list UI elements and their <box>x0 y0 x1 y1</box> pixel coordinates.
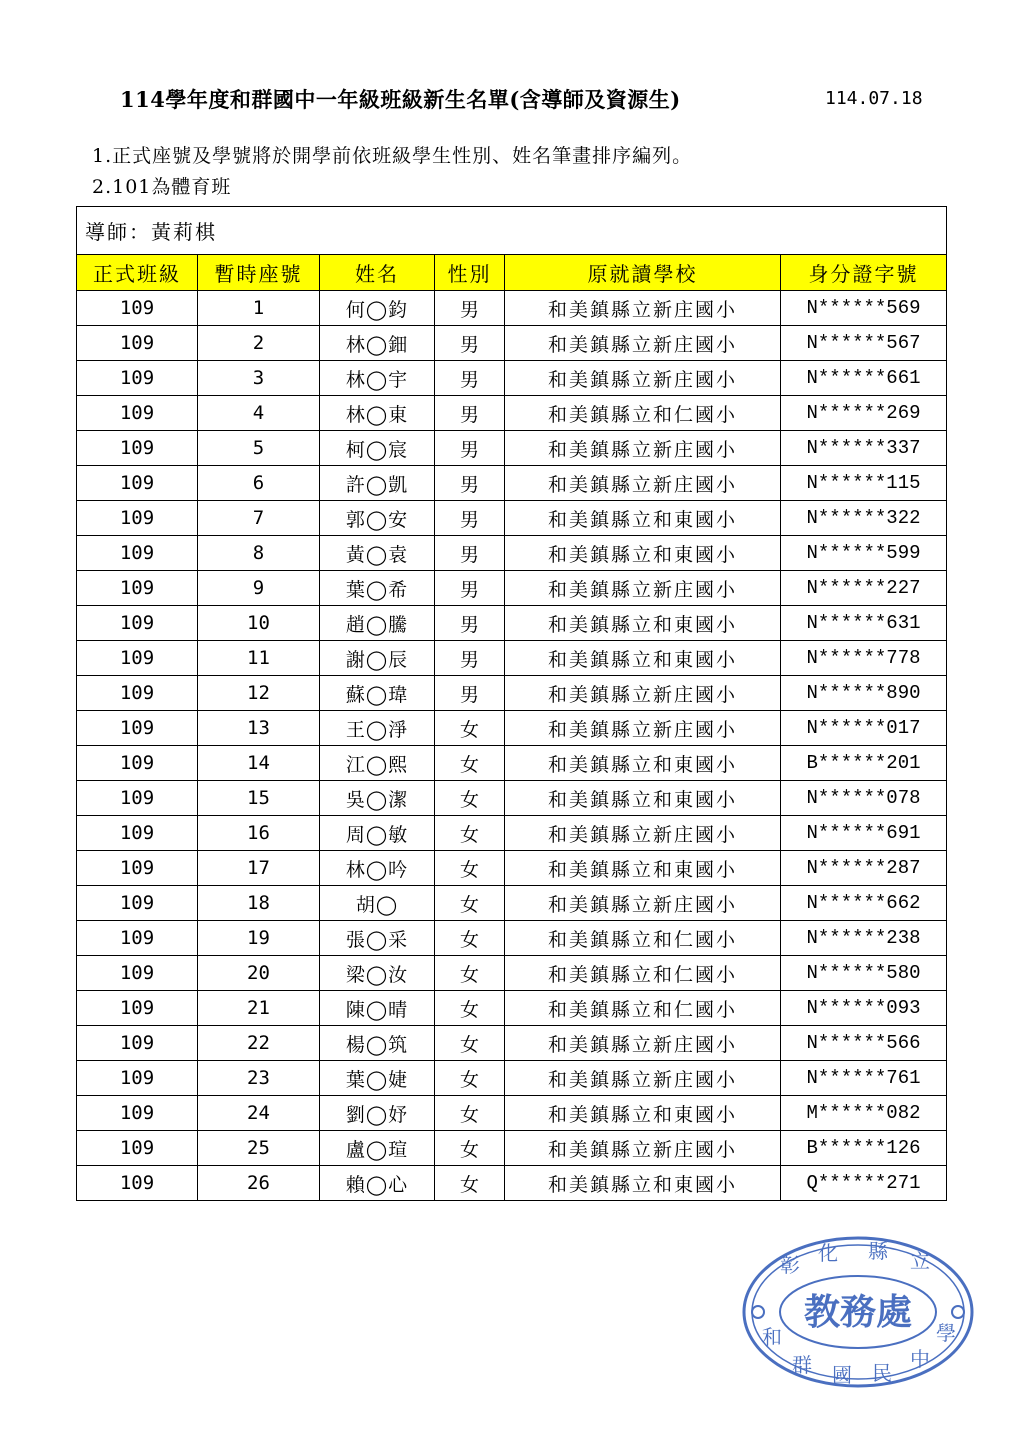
cell-school: 和美鎮縣立和東國小 <box>505 1096 781 1131</box>
cell-id-number: B******126 <box>781 1131 947 1166</box>
svg-text:中: 中 <box>910 1347 930 1371</box>
cell-gender: 女 <box>435 781 505 816</box>
cell-name: 江◯熙 <box>320 746 435 781</box>
cell-temp-seat: 20 <box>198 956 320 991</box>
table-row <box>77 956 947 991</box>
cell-id-number: N******569 <box>781 291 947 326</box>
table-row <box>77 1096 947 1131</box>
cell-class: 109 <box>77 1061 198 1096</box>
cell-name: 王◯淨 <box>320 711 435 746</box>
cell-school: 和美鎮縣立和仁國小 <box>505 956 781 991</box>
cell-class: 109 <box>77 921 198 956</box>
cell-id-number: M******082 <box>781 1096 947 1131</box>
cell-class: 109 <box>77 1166 198 1201</box>
svg-text:民: 民 <box>872 1361 892 1385</box>
table-row <box>77 1061 947 1096</box>
svg-text:學: 學 <box>936 1321 956 1345</box>
cell-school: 和美鎮縣立和仁國小 <box>505 921 781 956</box>
cell-class: 109 <box>77 291 198 326</box>
cell-class: 109 <box>77 1026 198 1061</box>
table-row <box>77 886 947 921</box>
cell-school: 和美鎮縣立和東國小 <box>505 501 781 536</box>
cell-school: 和美鎮縣立新庄國小 <box>505 1026 781 1061</box>
cell-class: 109 <box>77 431 198 466</box>
cell-name: 黃◯袁 <box>320 536 435 571</box>
cell-temp-seat: 4 <box>198 396 320 431</box>
table-row <box>77 466 947 501</box>
cell-name: 劉◯妤 <box>320 1096 435 1131</box>
table-header-row <box>77 255 947 291</box>
cell-class: 109 <box>77 1096 198 1131</box>
cell-gender: 男 <box>435 396 505 431</box>
cell-temp-seat: 5 <box>198 431 320 466</box>
cell-id-number: N******599 <box>781 536 947 571</box>
table-row <box>77 746 947 781</box>
cell-school: 和美鎮縣立新庄國小 <box>505 571 781 606</box>
roster-body <box>77 291 947 1201</box>
cell-id-number: N******337 <box>781 431 947 466</box>
document-date: 114.07.18 <box>825 88 923 109</box>
cell-gender: 女 <box>435 1096 505 1131</box>
document-title: 114學年度和群國中一年級班級新生名單(含導師及資源生) <box>120 87 681 112</box>
cell-id-number: N******661 <box>781 361 947 396</box>
cell-temp-seat: 22 <box>198 1026 320 1061</box>
school-seal-stamp <box>738 1232 978 1392</box>
cell-temp-seat: 9 <box>198 571 320 606</box>
cell-id-number: Q******271 <box>781 1166 947 1201</box>
cell-temp-seat: 25 <box>198 1131 320 1166</box>
cell-id-number: N******761 <box>781 1061 947 1096</box>
cell-gender: 女 <box>435 1131 505 1166</box>
cell-school: 和美鎮縣立和東國小 <box>505 1166 781 1201</box>
cell-id-number: N******580 <box>781 956 947 991</box>
cell-gender: 男 <box>435 571 505 606</box>
cell-class: 109 <box>77 466 198 501</box>
cell-school: 和美鎮縣立新庄國小 <box>505 711 781 746</box>
cell-gender: 男 <box>435 326 505 361</box>
cell-temp-seat: 8 <box>198 536 320 571</box>
cell-school: 和美鎮縣立和東國小 <box>505 641 781 676</box>
cell-name: 張◯采 <box>320 921 435 956</box>
cell-gender: 男 <box>435 291 505 326</box>
cell-name: 周◯敏 <box>320 816 435 851</box>
cell-name: 郭◯安 <box>320 501 435 536</box>
table-row <box>77 1026 947 1061</box>
svg-text:立: 立 <box>910 1249 930 1273</box>
cell-school: 和美鎮縣立新庄國小 <box>505 431 781 466</box>
cell-school: 和美鎮縣立和東國小 <box>505 536 781 571</box>
table-row <box>77 501 947 536</box>
table-row <box>77 326 947 361</box>
cell-school: 和美鎮縣立和仁國小 <box>505 991 781 1026</box>
cell-temp-seat: 19 <box>198 921 320 956</box>
cell-id-number: N******115 <box>781 466 947 501</box>
table-row <box>77 1131 947 1166</box>
cell-class: 109 <box>77 886 198 921</box>
table-row <box>77 851 947 886</box>
cell-class: 109 <box>77 536 198 571</box>
teacher-label: 導師：黃莉棋 <box>77 207 947 255</box>
table-row <box>77 431 947 466</box>
table-row <box>77 606 947 641</box>
cell-id-number: N******567 <box>781 326 947 361</box>
cell-temp-seat: 12 <box>198 676 320 711</box>
cell-class: 109 <box>77 606 198 641</box>
cell-gender: 男 <box>435 466 505 501</box>
cell-temp-seat: 26 <box>198 1166 320 1201</box>
cell-temp-seat: 14 <box>198 746 320 781</box>
cell-temp-seat: 1 <box>198 291 320 326</box>
cell-temp-seat: 11 <box>198 641 320 676</box>
cell-temp-seat: 16 <box>198 816 320 851</box>
cell-class: 109 <box>77 676 198 711</box>
cell-class: 109 <box>77 956 198 991</box>
cell-school: 和美鎮縣立新庄國小 <box>505 1131 781 1166</box>
cell-id-number: N******566 <box>781 1026 947 1061</box>
svg-text:彰: 彰 <box>780 1253 800 1277</box>
cell-name: 葉◯婕 <box>320 1061 435 1096</box>
cell-name: 賴◯心 <box>320 1166 435 1201</box>
cell-temp-seat: 17 <box>198 851 320 886</box>
cell-id-number: N******238 <box>781 921 947 956</box>
cell-id-number: B******201 <box>781 746 947 781</box>
cell-name: 蘇◯瑋 <box>320 676 435 711</box>
cell-name: 陳◯晴 <box>320 991 435 1026</box>
table-row <box>77 361 947 396</box>
cell-name: 吳◯潔 <box>320 781 435 816</box>
cell-gender: 女 <box>435 851 505 886</box>
cell-school: 和美鎮縣立和東國小 <box>505 606 781 641</box>
cell-class: 109 <box>77 641 198 676</box>
cell-name: 何◯鈞 <box>320 291 435 326</box>
cell-temp-seat: 2 <box>198 326 320 361</box>
cell-temp-seat: 18 <box>198 886 320 921</box>
cell-name: 謝◯辰 <box>320 641 435 676</box>
cell-class: 109 <box>77 816 198 851</box>
cell-name: 胡◯ <box>320 886 435 921</box>
cell-class: 109 <box>77 711 198 746</box>
cell-gender: 女 <box>435 746 505 781</box>
cell-school: 和美鎮縣立新庄國小 <box>505 291 781 326</box>
cell-gender: 男 <box>435 641 505 676</box>
cell-id-number: N******890 <box>781 676 947 711</box>
cell-class: 109 <box>77 1131 198 1166</box>
cell-class: 109 <box>77 851 198 886</box>
svg-text:群: 群 <box>792 1353 812 1377</box>
table-row <box>77 291 947 326</box>
cell-class: 109 <box>77 571 198 606</box>
cell-name: 林◯東 <box>320 396 435 431</box>
cell-name: 林◯鈿 <box>320 326 435 361</box>
svg-text:化: 化 <box>818 1241 838 1265</box>
cell-id-number: N******017 <box>781 711 947 746</box>
cell-temp-seat: 10 <box>198 606 320 641</box>
cell-name: 盧◯瑄 <box>320 1131 435 1166</box>
cell-school: 和美鎮縣立新庄國小 <box>505 886 781 921</box>
cell-temp-seat: 6 <box>198 466 320 501</box>
table-row <box>77 991 947 1026</box>
cell-id-number: N******287 <box>781 851 947 886</box>
table-row <box>77 571 947 606</box>
cell-gender: 男 <box>435 361 505 396</box>
table-row <box>77 781 947 816</box>
cell-name: 趙◯騰 <box>320 606 435 641</box>
header-school: 原就讀學校 <box>505 255 781 291</box>
cell-class: 109 <box>77 501 198 536</box>
cell-class: 109 <box>77 361 198 396</box>
cell-school: 和美鎮縣立新庄國小 <box>505 816 781 851</box>
cell-school: 和美鎮縣立和仁國小 <box>505 396 781 431</box>
cell-class: 109 <box>77 991 198 1026</box>
header-name: 姓名 <box>320 255 435 291</box>
header-gender: 性別 <box>435 255 505 291</box>
cell-class: 109 <box>77 746 198 781</box>
cell-temp-seat: 24 <box>198 1096 320 1131</box>
header-class: 正式班級 <box>77 255 198 291</box>
cell-gender: 男 <box>435 431 505 466</box>
cell-id-number: N******269 <box>781 396 947 431</box>
cell-school: 和美鎮縣立和東國小 <box>505 746 781 781</box>
cell-id-number: N******078 <box>781 781 947 816</box>
cell-gender: 女 <box>435 711 505 746</box>
cell-gender: 女 <box>435 991 505 1026</box>
cell-name: 柯◯宸 <box>320 431 435 466</box>
cell-name: 林◯宇 <box>320 361 435 396</box>
table-row <box>77 396 947 431</box>
cell-class: 109 <box>77 326 198 361</box>
cell-gender: 女 <box>435 1166 505 1201</box>
cell-class: 109 <box>77 396 198 431</box>
cell-gender: 女 <box>435 956 505 991</box>
cell-gender: 男 <box>435 606 505 641</box>
cell-id-number: N******691 <box>781 816 947 851</box>
cell-id-number: N******322 <box>781 501 947 536</box>
cell-temp-seat: 3 <box>198 361 320 396</box>
cell-gender: 女 <box>435 816 505 851</box>
table-row <box>77 921 947 956</box>
cell-gender: 女 <box>435 886 505 921</box>
cell-gender: 女 <box>435 921 505 956</box>
cell-class: 109 <box>77 781 198 816</box>
cell-school: 和美鎮縣立和東國小 <box>505 851 781 886</box>
cell-temp-seat: 13 <box>198 711 320 746</box>
cell-name: 林◯吟 <box>320 851 435 886</box>
cell-gender: 男 <box>435 676 505 711</box>
cell-temp-seat: 15 <box>198 781 320 816</box>
cell-name: 許◯凱 <box>320 466 435 501</box>
svg-text:和: 和 <box>762 1325 782 1349</box>
cell-school: 和美鎮縣立新庄國小 <box>505 466 781 501</box>
cell-school: 和美鎮縣立和東國小 <box>505 781 781 816</box>
cell-school: 和美鎮縣立新庄國小 <box>505 1061 781 1096</box>
table-row <box>77 816 947 851</box>
cell-gender: 男 <box>435 536 505 571</box>
student-roster-table <box>76 206 947 1201</box>
cell-name: 梁◯汝 <box>320 956 435 991</box>
table-row <box>77 641 947 676</box>
header-temp-seat: 暫時座號 <box>198 255 320 291</box>
header-id-number: 身分證字號 <box>781 255 947 291</box>
table-row <box>77 711 947 746</box>
cell-school: 和美鎮縣立新庄國小 <box>505 676 781 711</box>
cell-id-number: N******778 <box>781 641 947 676</box>
svg-text:縣: 縣 <box>868 1239 888 1263</box>
cell-temp-seat: 7 <box>198 501 320 536</box>
cell-gender: 女 <box>435 1061 505 1096</box>
note-1: 1.正式座號及學號將於開學前依班級學生性別、姓名筆畫排序編列。 <box>92 145 693 167</box>
cell-gender: 女 <box>435 1026 505 1061</box>
cell-school: 和美鎮縣立新庄國小 <box>505 326 781 361</box>
cell-temp-seat: 23 <box>198 1061 320 1096</box>
cell-id-number: N******662 <box>781 886 947 921</box>
note-2: 2.101為體育班 <box>92 176 232 198</box>
cell-temp-seat: 21 <box>198 991 320 1026</box>
cell-name: 葉◯希 <box>320 571 435 606</box>
cell-school: 和美鎮縣立新庄國小 <box>505 361 781 396</box>
table-row <box>77 676 947 711</box>
cell-id-number: N******631 <box>781 606 947 641</box>
cell-name: 楊◯筑 <box>320 1026 435 1061</box>
cell-id-number: N******227 <box>781 571 947 606</box>
svg-text:國: 國 <box>832 1363 852 1387</box>
svg-text:教務處: 教務處 <box>803 1291 913 1333</box>
cell-gender: 男 <box>435 501 505 536</box>
table-row <box>77 1166 947 1201</box>
cell-id-number: N******093 <box>781 991 947 1026</box>
table-row <box>77 536 947 571</box>
